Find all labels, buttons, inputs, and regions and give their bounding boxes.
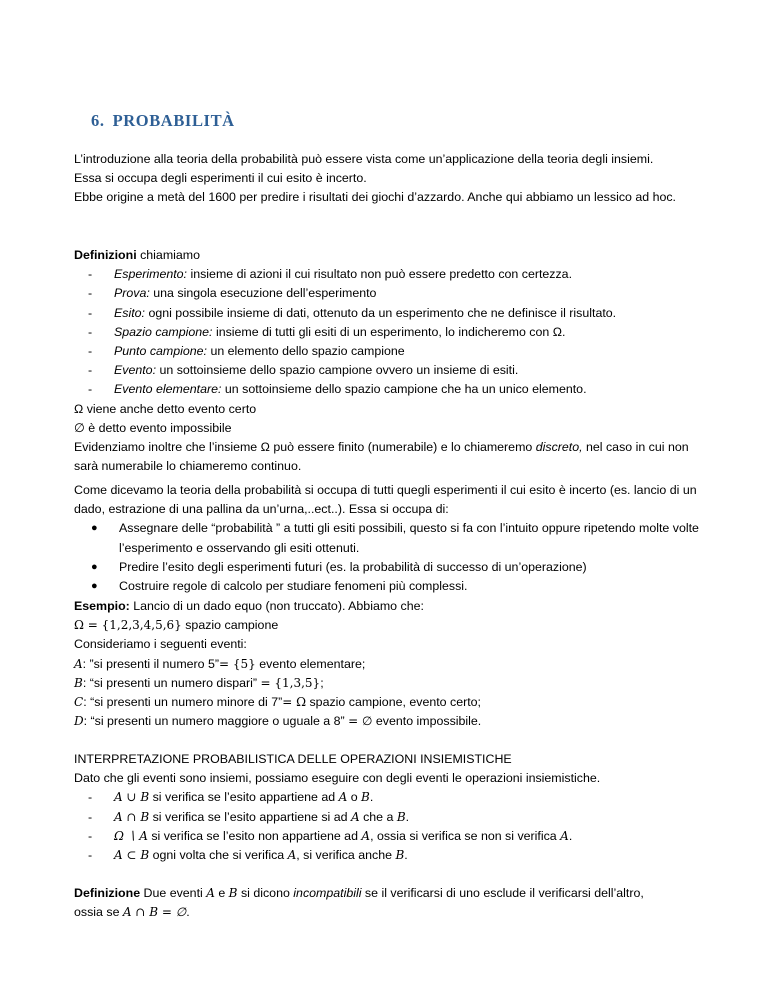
list-item: - Evento elementare: un sottoinsieme dello spazio campione che ha un unico elemento.: [88, 382, 587, 397]
operations-list: [74, 788, 704, 865]
list-item: - Esito: ogni possibile insieme di dati, ottenuto da un esperimento che ne definisce il risultato.: [88, 305, 617, 320]
operations-title: INTERPRETAZIONE PROBABILISTICA DELLE OPERAZIONI INSIEMISTICHE: [74, 752, 512, 766]
event-line: A: ”si presenti il numero 5”= {5} evento elementare;: [74, 656, 366, 671]
definitions-section: [74, 246, 704, 476]
intro-paragraph: [74, 150, 704, 208]
scope-intro: Come dicevamo la teoria della probabilità si occupa di tutti quegli esperimenti il cui esito è incerto (es. lancio di un dado, estrazione di una pallina da un’urna,..ect..). Essa si occupa di:: [74, 483, 697, 517]
scope-bullets: [74, 519, 704, 596]
incompatible-definition: [74, 884, 704, 922]
incompatible-line: ossia se A ∩ B = ∅.: [74, 905, 190, 920]
operations-section: [74, 750, 704, 865]
incompatible-line: Definizione Due eventi A e B si dicono incompatibili se il verificarsi di uno esclude il verificarsi dell’altro,: [74, 886, 644, 900]
intro-line: Essa si occupa degli esperimenti il cui esito è incerto.: [74, 171, 367, 186]
sample-space-line: Ω = {1,2,3,4,5,6} spazio campione: [74, 618, 279, 633]
example-section: [74, 597, 704, 731]
list-item: - Ω ∖ A si verifica se l’esito non appartiene ad A, ossia si verifica se non si verifica A.: [88, 828, 573, 843]
list-item: ● Predire l’esito degli esperimenti futuri (es. la probabilità di successo di un’operazione): [91, 559, 587, 574]
certain-event-line: Ω viene anche detto evento certo: [74, 401, 257, 416]
event-line: D: “si presenti un numero maggiore o uguale a 8” = ∅ evento impossibile.: [74, 714, 482, 729]
definitions-list: [74, 265, 704, 399]
section-number: 6.: [91, 111, 105, 130]
list-item: - Evento: un sottoinsieme dello spazio campione ovvero un insieme di esiti.: [88, 363, 519, 378]
list-item: ● Assegnare delle “probabilità ” a tutti gli esiti possibili, questo si fa con l’intuito oppure ripetendo molte volte l’esperimento e osservando gli esiti ottenuti.: [91, 521, 699, 555]
discrete-note: Evidenziamo inoltre che l’insieme Ω può essere finito (numerabile) e lo chiameremo discreto, nel caso in cui non sarà numerabile lo chiameremo continuo.: [74, 440, 689, 474]
section-title: PROBABILITÀ: [112, 111, 235, 130]
list-item: - A ∩ B si verifica se l’esito appartiene si ad A che a B.: [88, 809, 410, 824]
definitions-lead: Definizioni chiamiamo: [74, 248, 200, 262]
operations-intro: Dato che gli eventi sono insiemi, possiamo eseguire con degli eventi le operazioni insiemistiche.: [74, 771, 601, 786]
consider-line: Consideriamo i seguenti eventi:: [74, 637, 247, 652]
list-item: - Esperimento: insieme di azioni il cui risultato non può essere predetto con certezza.: [88, 267, 573, 282]
section-heading: [91, 111, 235, 131]
list-item: - A ∪ B si verifica se l’esito appartiene ad A o B.: [88, 790, 374, 805]
list-item: - Prova: una singola esecuzione dell’esperimento: [88, 286, 377, 301]
impossible-event-line: ∅ è detto evento impossibile: [74, 420, 232, 435]
example-lead: Esempio: Lancio di un dado equo (non truccato). Abbiamo che:: [74, 599, 424, 613]
scope-section: [74, 481, 704, 596]
event-line: B: “si presenti un numero dispari” = {1,3,5};: [74, 675, 324, 690]
list-item: - A ⊂ B ogni volta che si verifica A, si verifica anche B.: [88, 848, 408, 863]
list-item: - Spazio campione: insieme di tutti gli esiti di un esperimento, lo indicheremo con Ω.: [88, 324, 566, 339]
list-item: - Punto campione: un elemento dello spazio campione: [88, 344, 405, 359]
list-item: ● Costruire regole di calcolo per studiare fenomeni più complessi.: [91, 579, 468, 594]
intro-line: Ebbe origine a metà del 1600 per predire i risultati dei giochi d’azzardo. Anche qui abbiamo un lessico ad hoc.: [74, 190, 677, 205]
event-line: C: “si presenti un numero minore di 7”= Ω spazio campione, evento certo;: [74, 695, 481, 710]
intro-line: L’introduzione alla teoria della probabilità può essere vista come un’applicazione della teoria degli insiemi.: [74, 152, 654, 166]
